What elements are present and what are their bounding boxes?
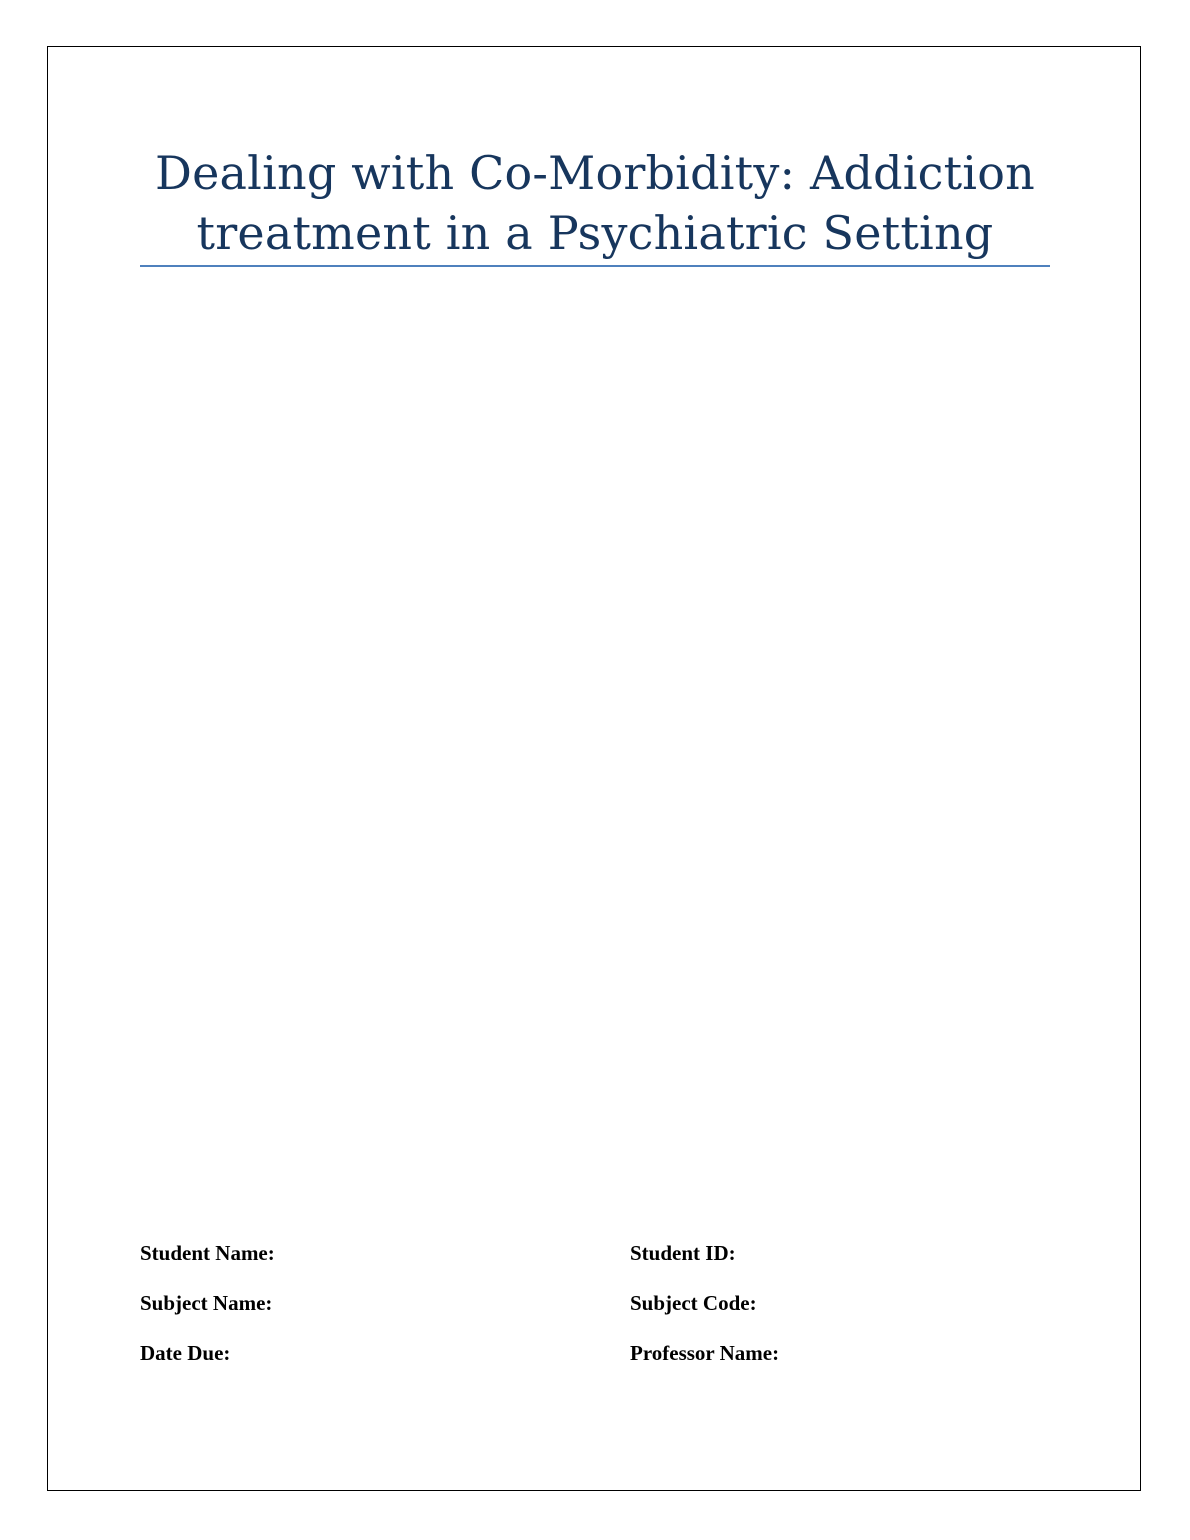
student-name-label: Student Name:	[140, 1241, 275, 1265]
title-line-2: treatment in a Psychiatric Setting	[196, 206, 994, 260]
subject-code-label: Subject Code:	[630, 1291, 757, 1315]
info-row	[140, 1290, 1050, 1340]
student-info-block	[140, 1240, 1050, 1390]
date-due-label: Date Due:	[140, 1341, 231, 1365]
professor-name-label: Professor Name:	[630, 1341, 780, 1365]
subject-name-label: Subject Name:	[140, 1291, 273, 1315]
title-line-1: Dealing with Co-Morbidity: Addiction	[155, 146, 1035, 200]
title-underline	[140, 265, 1050, 267]
document-title	[140, 143, 1050, 263]
info-row	[140, 1240, 1050, 1290]
student-id-label: Student ID:	[630, 1241, 736, 1265]
info-row	[140, 1340, 1050, 1390]
